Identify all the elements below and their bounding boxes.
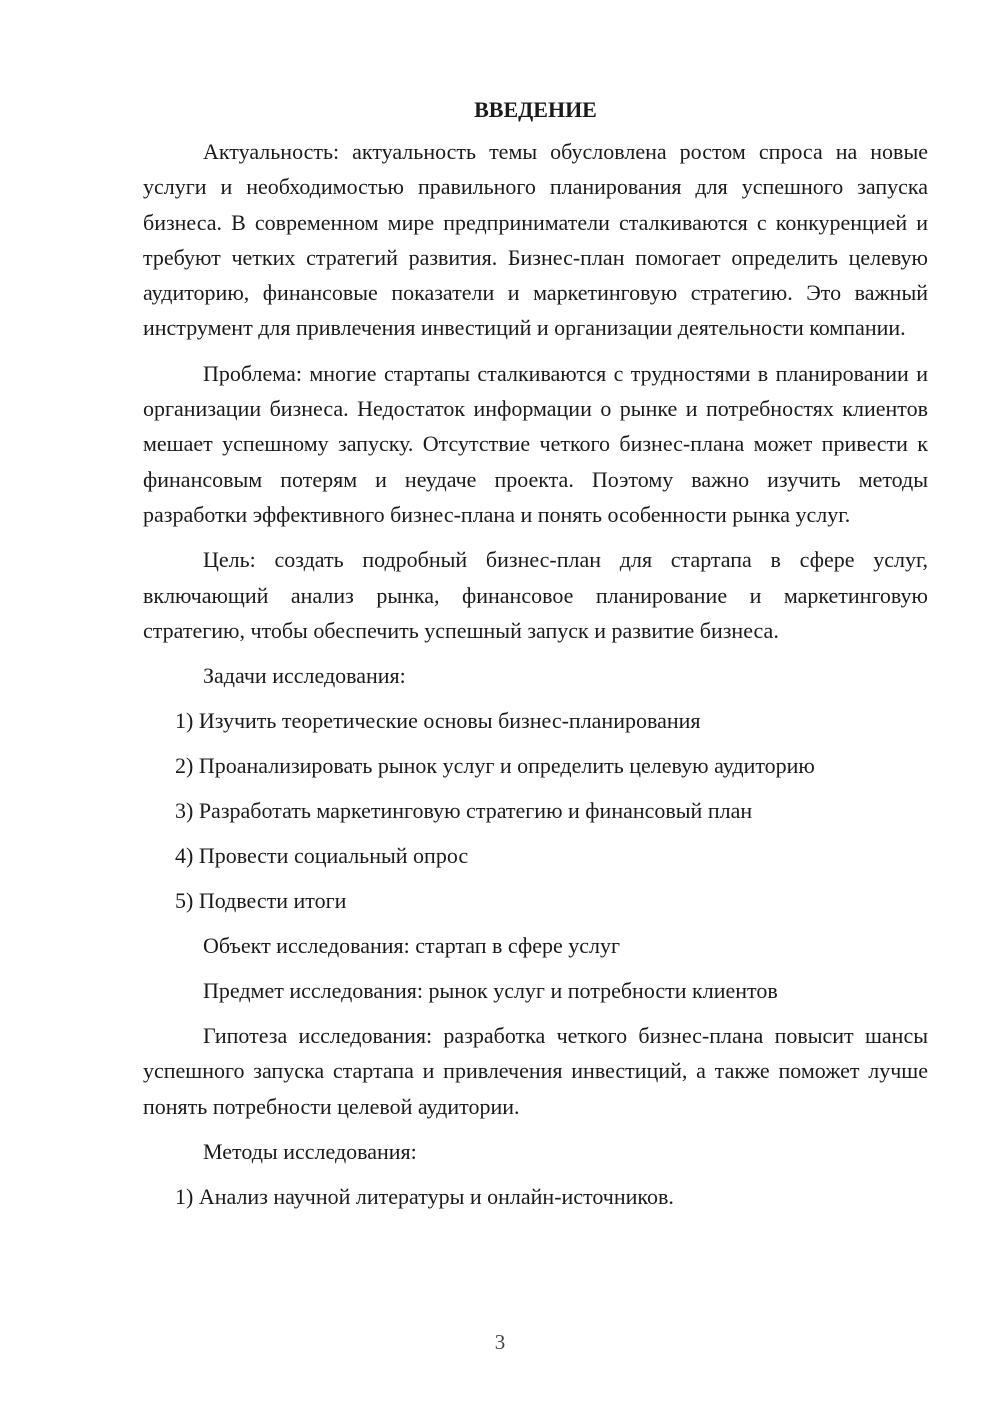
tasks-list [143,703,928,918]
research-object: Объект исследования: стартап в сфере услуг [203,933,621,959]
hypothesis-paragraph: Гипотеза исследования: разработка четкого бизнес-плана повысит шансы успешного запуска стартапа и привлечения инвестиций, а также поможет лучше понять потребности целевой аудитории. [143,1023,928,1119]
research-subject: Предмет исследования: рынок услуг и потребности клиентов [203,978,778,1004]
list-item-task-4: 4) Провести социальный опрос [175,843,469,869]
page-number: 3 [494,1330,506,1354]
page-title: ВВЕДЕНИЕ [474,97,597,122]
methods-heading: Методы исследования: [203,1139,417,1165]
list-item-task-2: 2) Проанализировать рынок услуг и определить целевую аудиторию [175,753,815,779]
problem-paragraph: Проблема: многие стартапы сталкиваются с трудностями в планировании и организации бизнеса. Недостаток информации о рынке и потребностях клиентов мешает успешному запуску. Отсутствие четкого бизнес-плана может привести к финансовым потерям и неудаче проекта. Поэтому важно изучить методы разработки эффективного бизнес-плана и понять особенности рынка услуг. [143,360,928,527]
tasks-heading: Задачи исследования: [203,663,406,689]
document-page [143,94,928,1224]
list-item-task-3: 3) Разработать маркетинговую стратегию и финансовый план [175,798,753,824]
list-item-method-1: 1) Анализ научной литературы и онлайн-источников. [175,1184,674,1210]
relevance-paragraph: Актуальность: актуальность темы обусловлена ростом спроса на новые услуги и необходимостью правильного планирования для успешного запуска бизнеса. В современном мире предприниматели сталкиваются с конкуренцией и требуют четких стратегий развития. Бизнес-план помогает определить целевую аудиторию, финансовые показатели и маркетинговую стратегию. Это важный инструмент для привлечения инвестиций и организации деятельности компании. [143,139,928,341]
methods-list [143,1179,928,1214]
list-item-task-5: 5) Подвести итоги [175,888,347,914]
list-item-task-1: 1) Изучить теоретические основы бизнес-планирования [175,708,701,734]
goal-paragraph: Цель: создать подробный бизнес-план для стартапа в сфере услуг, включающий анализ рынка, финансовое планирование и маркетинговую стратегию, чтобы обеспечить успешный запуск и развитие бизнеса. [143,547,928,643]
